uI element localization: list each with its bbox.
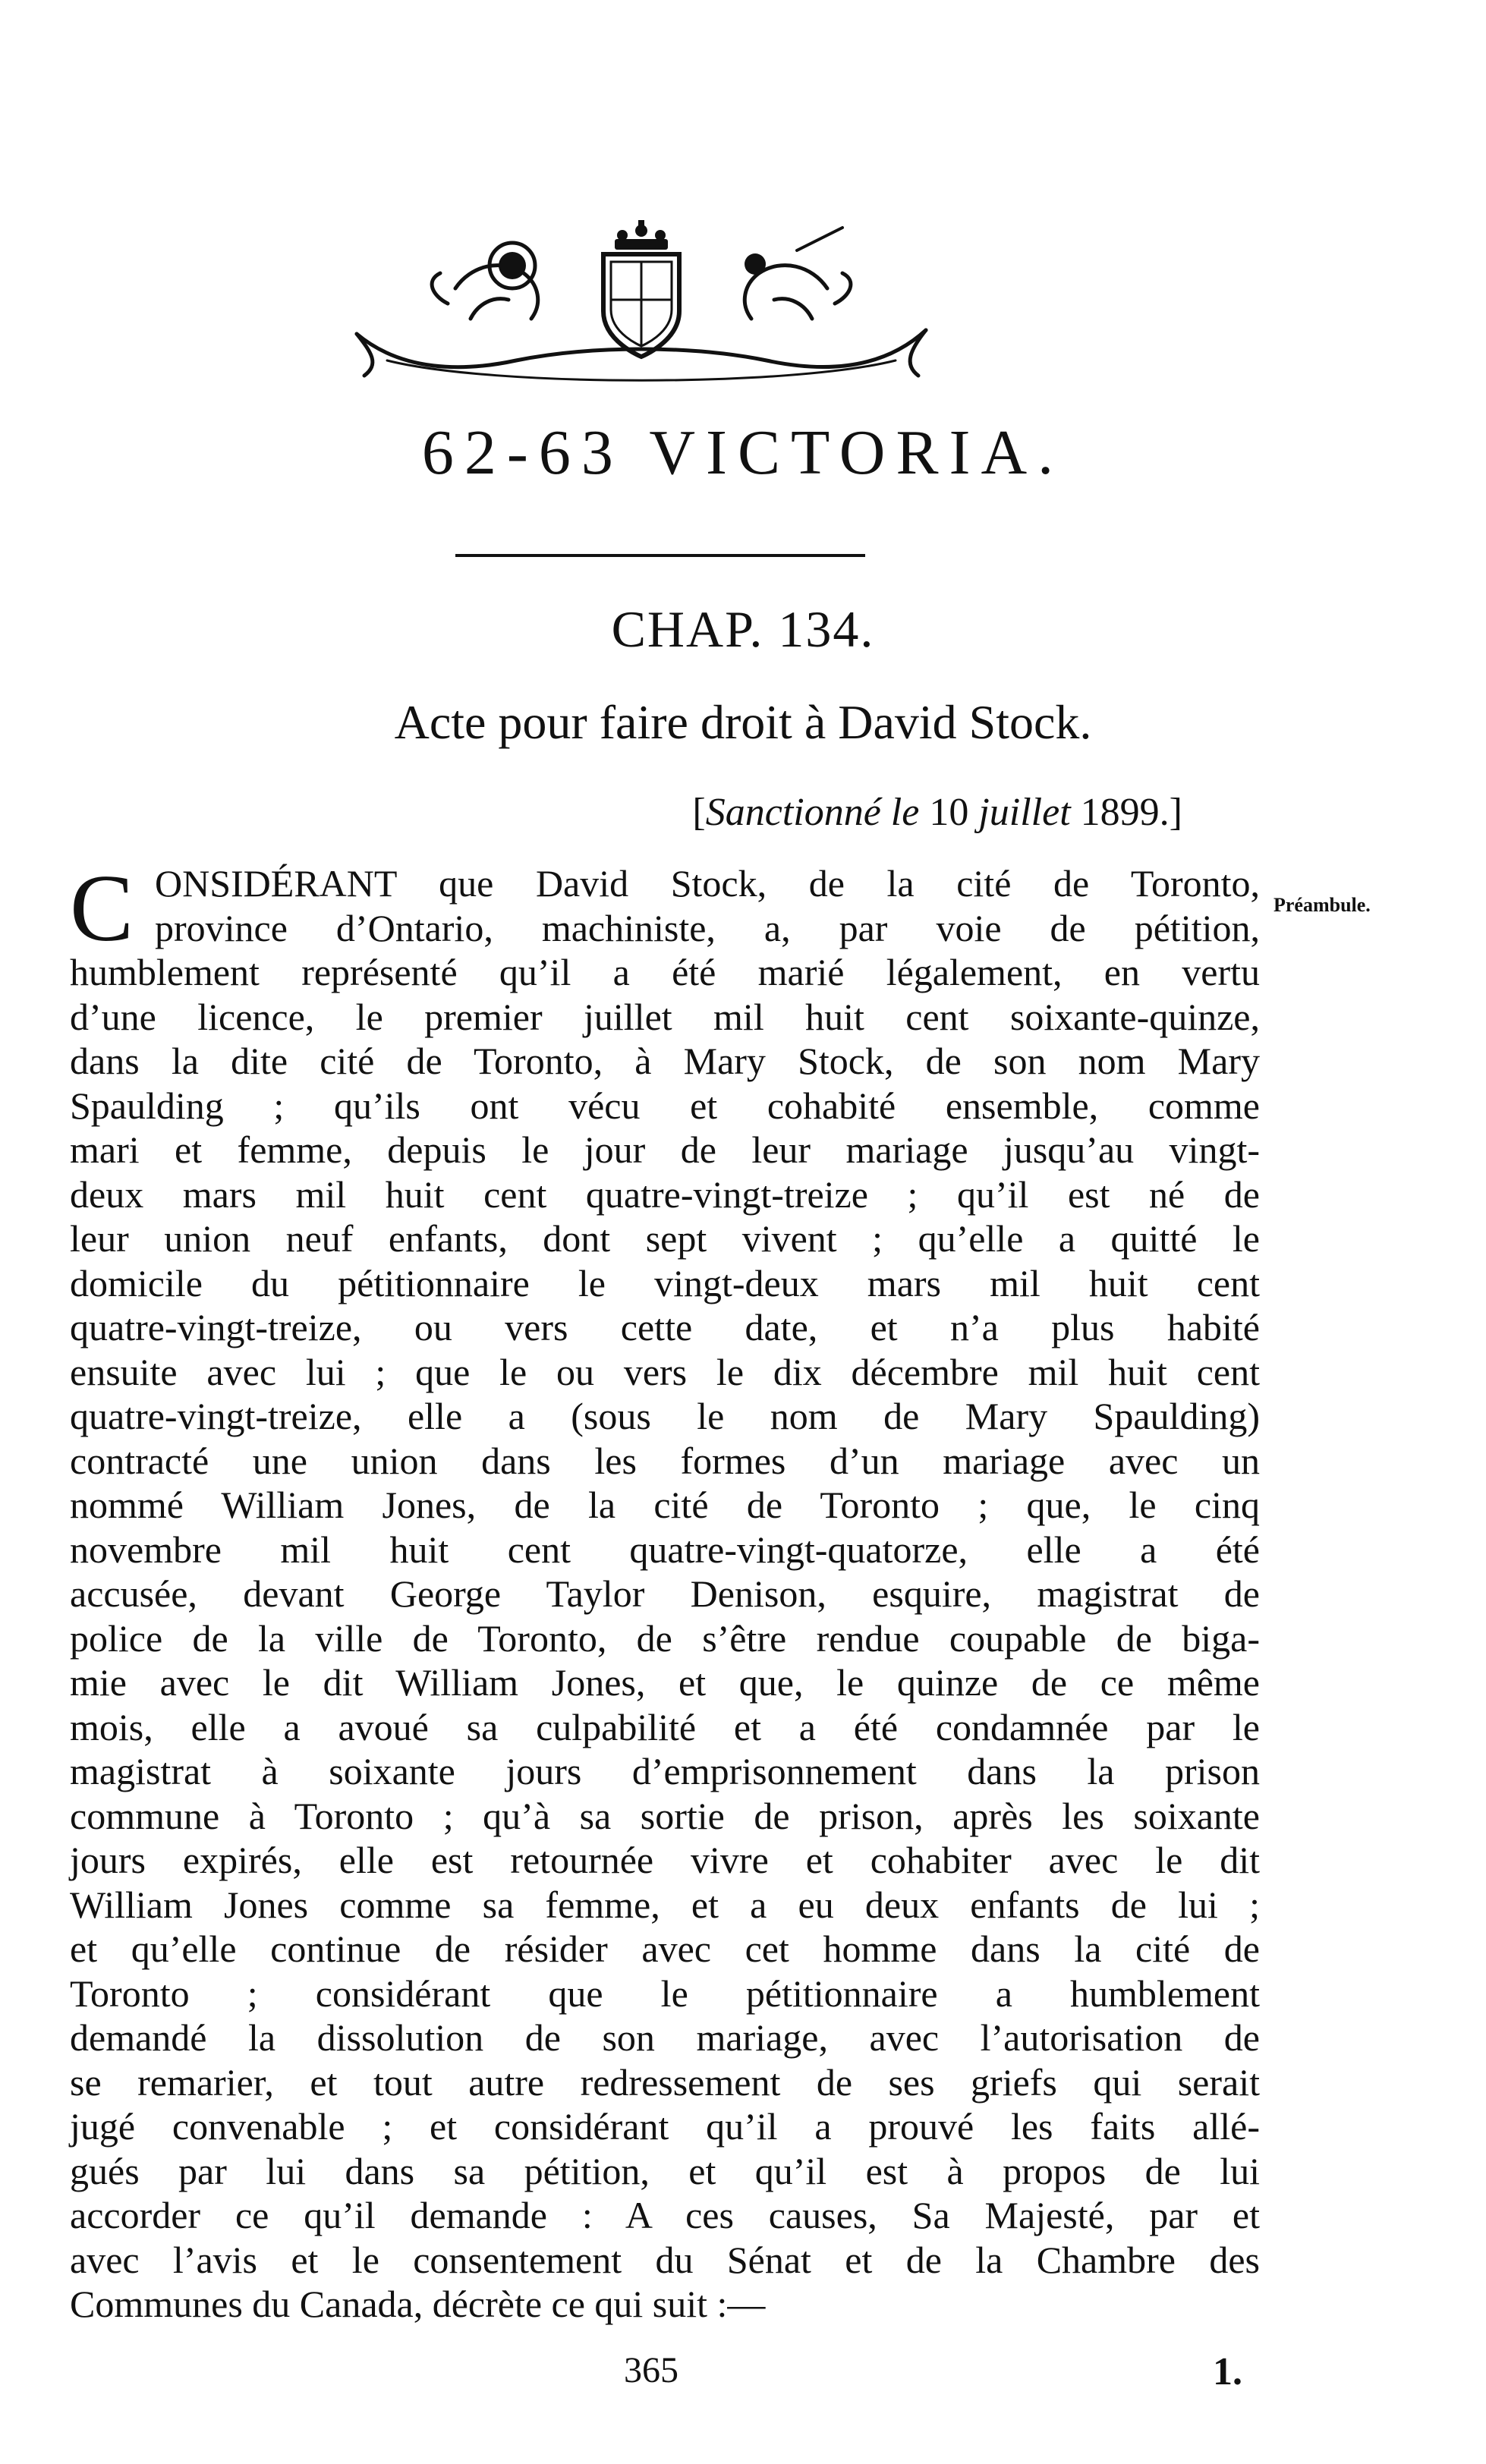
- body-line-text: ONSIDÉRANT que David Stock, de la cité de Toronto,: [155, 862, 1260, 905]
- regnal-year-heading: 62-63 VICTORIA.: [421, 417, 1065, 488]
- body-line: William Jones comme sa femme, et a eu deux enfants de lui ;: [70, 1883, 1260, 1926]
- body-line: commune à Toronto ; qu’à sa sortie de prison, après les soixante: [70, 1794, 1260, 1837]
- body-line: Communes du Canada, décrète ce qui suit :—: [70, 2283, 766, 2325]
- chapter-heading: CHAP. 134.: [611, 600, 875, 658]
- title-rule: [455, 554, 865, 557]
- body-line: dans la dite cité de Toronto, à Mary Stock, de son nom Mary: [70, 1040, 1260, 1082]
- assent-date: [692, 793, 1182, 832]
- body-line: domicile du pétitionnaire le vingt-deux mars mil huit cent: [70, 1261, 1260, 1304]
- body-line: Spaulding ; qu’ils ont vécu et cohabité ensemble, comme: [70, 1084, 1260, 1127]
- body-line: demandé la dissolution de son mariage, avec l’autorisation de: [70, 2016, 1260, 2059]
- drop-cap: C: [70, 856, 134, 961]
- margin-note-preamble: Préambule.: [1273, 894, 1371, 916]
- catchword: 1.: [1213, 2350, 1242, 2393]
- assent-text-italic: Sanctionné le: [705, 791, 920, 834]
- body-line: nommé William Jones, de la cité de Toronto ; que, le cinq: [70, 1484, 1260, 1526]
- body-line: avec l’avis et le consentement du Sénat et de la Chambre des: [70, 2238, 1260, 2281]
- body-line: mari et femme, depuis le jour de leur mariage jusqu’au vingt-: [70, 1128, 1260, 1171]
- body-line: humblement représenté qu’il a été marié légalement, en vertu: [70, 951, 1260, 993]
- body-line: leur union neuf enfants, dont sept vivent ; qu’elle a quitté le: [70, 1217, 1260, 1260]
- body-line: police de la ville de Toronto, de s’être rendue coupable de biga-: [70, 1616, 1260, 1660]
- assent-year: 1899.]: [1080, 791, 1182, 834]
- body-line: quatre-vingt-treize, elle a (sous le nom de Mary Spaulding): [70, 1395, 1260, 1437]
- assent-bracket-open: [: [692, 791, 706, 834]
- body-line: novembre mil huit cent quatre-vingt-quatorze, elle a été: [70, 1528, 1260, 1571]
- body-line: mois, elle a avoué sa culpabilité et a été condamnée par le: [70, 1705, 1260, 1748]
- body-line: ensuite avec lui ; que le ou vers le dix décembre mil huit cent: [70, 1350, 1260, 1393]
- body-line: province d’Ontario, machiniste, a, par voie de pétition,: [155, 906, 1260, 949]
- body-line: jours expirés, elle est retournée vivre et cohabiter avec le dit: [70, 1839, 1260, 1881]
- body-line: se remarier, et tout autre redressement de ses griefs qui serait: [70, 2060, 1260, 2104]
- page-number: 365: [624, 2350, 678, 2390]
- body-line: jugé convenable ; et considérant qu’il a prouvé les faits allé-: [70, 2105, 1260, 2148]
- body-line: mie avec le dit William Jones, et que, le quinze de ce même: [70, 1661, 1260, 1704]
- body-line: accusée, devant George Taylor Denison, esquire, magistrat de: [70, 1572, 1260, 1615]
- body-line: deux mars mil huit cent quatre-vingt-treize ; qu’il est né de: [70, 1172, 1260, 1216]
- body-line: Toronto ; considérant que le pétitionnaire a humblement: [70, 1972, 1260, 2015]
- act-title: Acte pour faire droit à David Stock.: [394, 695, 1092, 749]
- royal-coat-of-arms-icon: [342, 220, 941, 395]
- body-line: gués par lui dans sa pétition, et qu’il est à propos de lui: [70, 2149, 1260, 2192]
- preamble-body: [70, 856, 1260, 2327]
- body-line: contracté une union dans les formes d’un mariage avec un: [70, 1439, 1260, 1482]
- assent-day: 10: [929, 791, 969, 834]
- body-line: accorder ce qu’il demande : A ces causes, Sa Majesté, par et: [70, 2194, 1260, 2236]
- body-line: quatre-vingt-treize, ou vers cette date, et n’a plus habité: [70, 1306, 1260, 1348]
- body-line: et qu’elle continue de résider avec cet homme dans la cité de: [70, 1927, 1260, 1970]
- assent-month: juillet: [978, 791, 1071, 834]
- body-line: magistrat à soixante jours d’emprisonnement dans la prison: [70, 1750, 1260, 1792]
- body-line: d’une licence, le premier juillet mil huit cent soixante-quinze,: [70, 995, 1260, 1038]
